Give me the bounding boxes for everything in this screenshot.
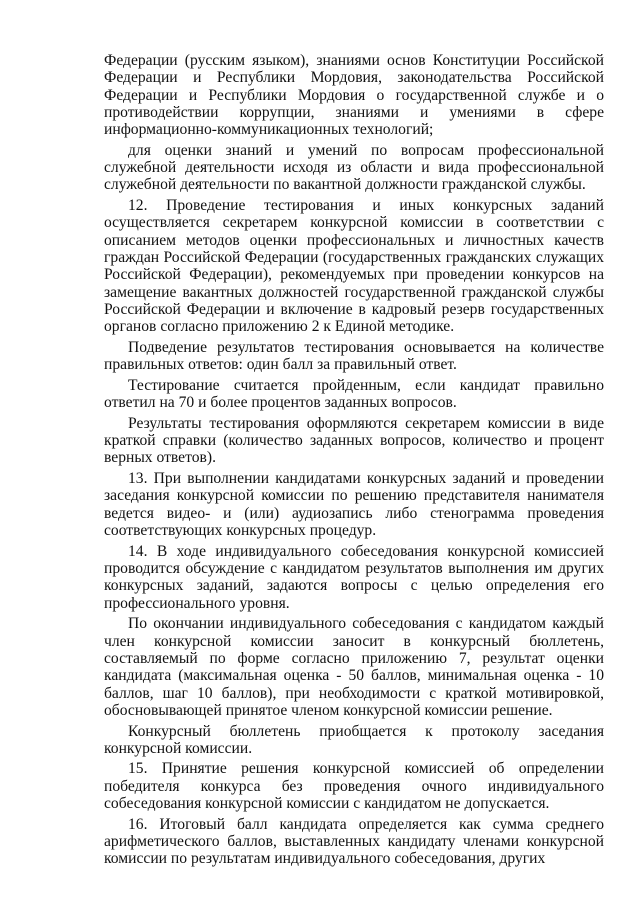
paragraph-continuation: Федерации (русским языком), знаниями основ Конституции Российской Федерации и Республики Мордовия, законодательства Российской Федерации и Республики Мордовия о государственной службе и о противодействии коррупции, знаниями и умениями в сфере информационно-коммуникационных технологий; xyxy=(104,52,604,139)
paragraph-item-13: 13. При выполнении кандидатами конкурсных заданий и проведении заседания конкурсной комиссии по решению представителя нанимателя ведется видео- и (или) аудиозапись либо стенограмма проведения соответствующих конкурсных процедур. xyxy=(104,470,604,540)
paragraph-test-pass-threshold: Тестирование считается пройденным, если кандидат правильно ответил на 70 и более процентов заданных вопросов. xyxy=(104,376,604,412)
paragraph-item-15: 15. Принятие решения конкурсной комиссией об определении победителя конкурса без проведения очного индивидуального собеседования конкурсной комиссии с кандидатом не допускается. xyxy=(104,760,604,813)
paragraph-ballot-attachment: Конкурсный бюллетень приобщается к протоколу заседания конкурсной комиссии. xyxy=(104,722,604,757)
paragraph-interview-ballot: По окончании индивидуального собеседования с кандидатом каждый член конкурсной комиссии заносит в конкурсный бюллетень, составляемый по форме согласно приложению 7, результат оценки кандидата (максимальная оценка - 50 баллов, минимальная оценка - 10 баллов, шаг 10 баллов), при необходимости с краткой мотивировкой, обосновывающей принятое членом конкурсной комиссии решение. xyxy=(104,615,604,719)
paragraph-knowledge-assessment: для оценки знаний и умений по вопросам профессиональной служебной деятельности исходя из области и вида профессиональной служебной деятельности по вакантной должности гражданской службы. xyxy=(104,141,604,194)
document-page xyxy=(104,52,604,868)
paragraph-item-16: 16. Итоговый балл кандидата определяется как сумма среднего арифметического баллов, выставленных кандидату членами конкурсной комиссии по результатам индивидуального собеседования, других xyxy=(104,815,604,868)
paragraph-item-14: 14. В ходе индивидуального собеседования конкурсной комиссией проводится обсуждение с кандидатом результатов выполнения им других конкурсных заданий, задаются вопросы с целью определения его профессионального уровня. xyxy=(104,542,604,612)
paragraph-test-results-report: Результаты тестирования оформляются секретарем комиссии в виде краткой справки (количество заданных вопросов, количество и процент верных ответов). xyxy=(104,414,604,467)
paragraph-test-results-scoring: Подведение результатов тестирования основывается на количестве правильных ответов: один балл за правильный ответ. xyxy=(104,338,604,374)
paragraph-item-12: 12. Проведение тестирования и иных конкурсных заданий осуществляется секретарем конкурсной комиссии в соответствии с описанием методов оценки профессиональных и личностных качеств граждан Российской Федерации (государственных гражданских служащих Российской Федерации), рекомендуемых при проведении конкурсов на замещение вакантных должностей государственной гражданской службы Российской Федерации и включение в кадровый резерв государственных органов согласно приложению 2 к Единой методике. xyxy=(104,197,604,336)
